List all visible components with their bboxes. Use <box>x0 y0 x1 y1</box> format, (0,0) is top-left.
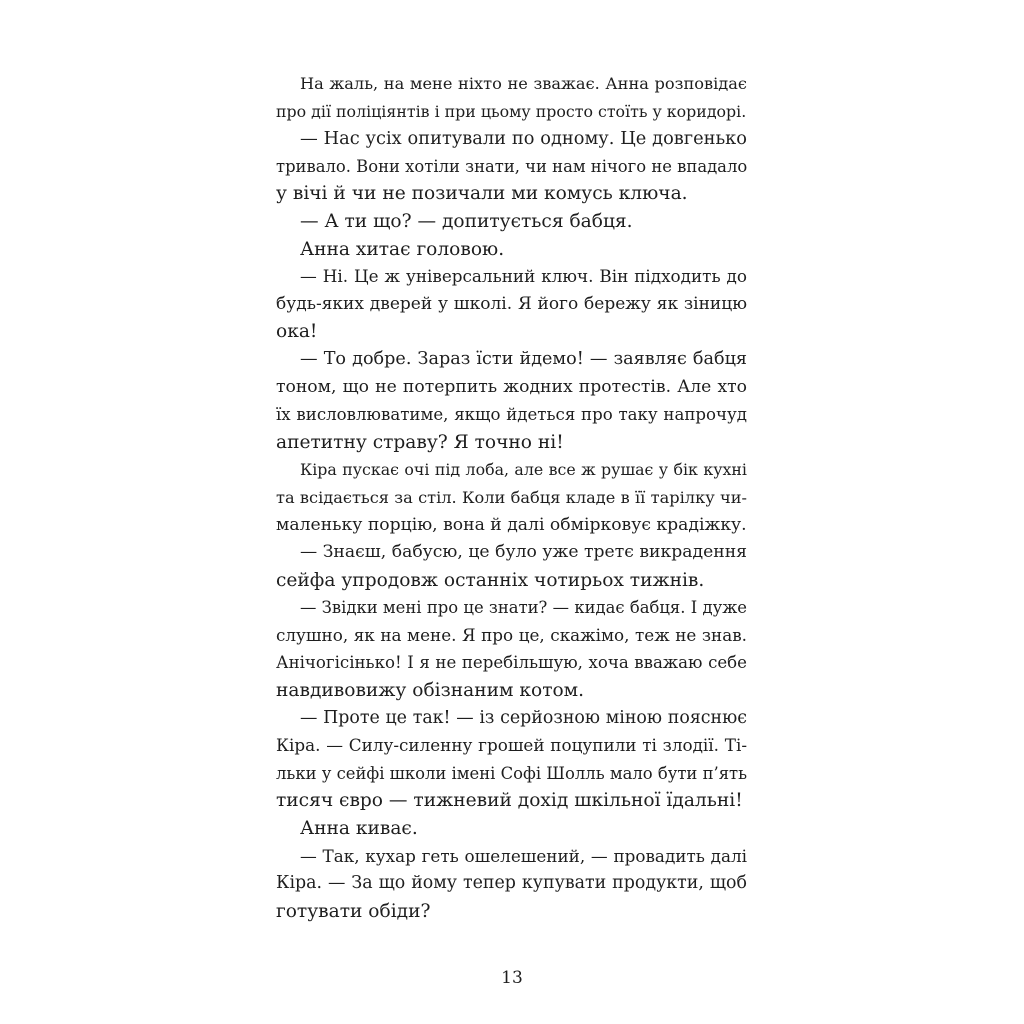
text-line: готувати обіди? <box>276 900 431 922</box>
page-number: 13 <box>501 968 523 988</box>
text-line: Анна киває. <box>300 818 418 840</box>
text-line: тоном, що не потерпить жодних протестів. Але хто <box>276 376 747 397</box>
text-line: апетитну страву? Я точно ні! <box>276 431 564 453</box>
text-line: будь-яких дверей у школі. Я його бережу як зіницю <box>276 293 747 314</box>
text-line: про дії поліціянтів і при цьому просто стоїть у коридорі. <box>276 101 747 121</box>
text-line: Анна хитає головою. <box>300 238 505 260</box>
text-line: — Проте це так! — із серйозною міною пояснює <box>300 707 747 728</box>
text-line: сейфа упродовж останніх чотирьох тижнів. <box>276 569 705 591</box>
body-text <box>276 70 747 925</box>
text-line: Кіра. — Силу-силенну грошей поцупили ті злодії. Ті- <box>276 735 747 756</box>
text-line: Кіра. — За що йому тепер купувати продукти, щоб <box>276 873 747 894</box>
text-line: — Знаєш, бабусю, це було уже третє викрадення <box>300 542 747 563</box>
text-line: маленьку порцію, вона й далі обмірковує крадіжку. <box>276 514 747 535</box>
text-line: у вічі й чи не позичали ми комусь ключа. <box>276 183 688 205</box>
text-line: слушно, як на мене. Я про це, скажімо, теж не знав. <box>276 624 747 645</box>
text-line: їх висловлюватиме, якщо йдеться про таку напрочуд <box>276 405 747 425</box>
text-line: — Так, кухар геть ошелешений, — провадить далі <box>300 845 747 866</box>
text-line: та всідається за стіл. Коли бабця кладе в її тарілку чи- <box>276 487 747 507</box>
text-line: — То добре. Зараз їсти йдемо! — заявляє бабця <box>300 348 747 369</box>
text-line: — А ти що? — допитується бабця. <box>300 210 633 232</box>
text-line: — Звідки мені про це знати? — кидає бабця. І дуже <box>300 598 747 618</box>
text-line: Анічогісінько! І я не перебільшую, хоча вважаю себе <box>276 653 747 673</box>
text-line: На жаль, на мене ніхто не зважає. Анна розповідає <box>300 74 747 93</box>
text-line: навдивовижу обізнаним котом. <box>276 680 585 702</box>
text-line: Кіра пускає очі під лоба, але все ж рушає у бік кухні <box>300 460 747 480</box>
text-line: тисяч євро — тижневий дохід шкільної їдальні! <box>276 790 743 812</box>
text-line: — Ні. Це ж універсальний ключ. Він підходить до <box>300 266 747 287</box>
text-line: льки у сейфі школи імені Софі Шолль мало бути п’ять <box>276 763 747 783</box>
text-line: ока! <box>276 321 318 343</box>
text-line: — Нас усіх опитували по одному. Це довгенько <box>300 128 747 150</box>
text-line: тривало. Вони хотіли знати, чи нам нічого не впадало <box>276 156 747 176</box>
